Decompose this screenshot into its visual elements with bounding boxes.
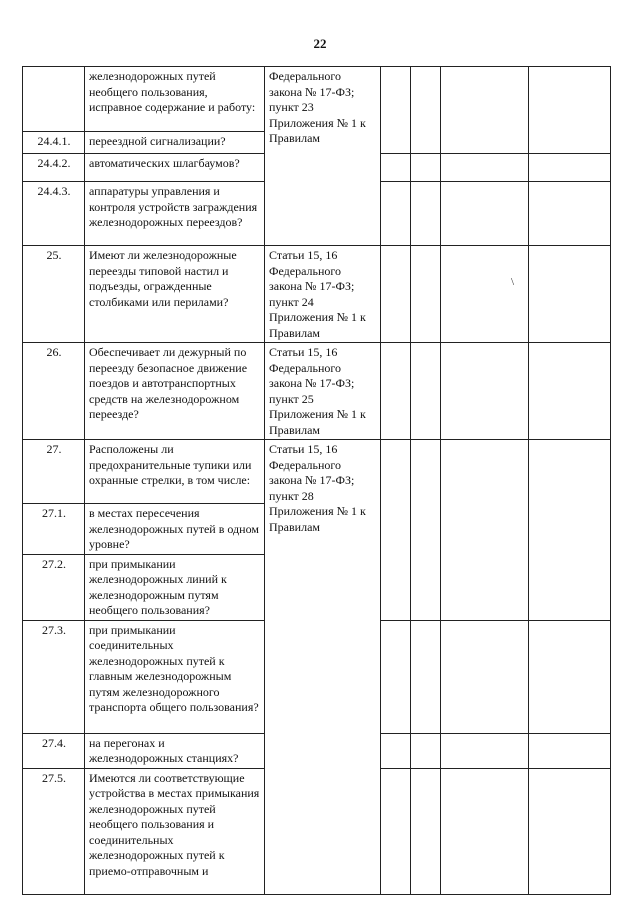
- question-text: на перегонах и железнодорожных станциях?: [85, 733, 265, 768]
- row-number: 27.2.: [23, 554, 85, 620]
- table-row: [23, 67, 611, 132]
- notes-cell: [529, 620, 611, 733]
- answer-no-cell: [411, 67, 441, 154]
- answer-no-cell: [411, 440, 441, 621]
- answer-no-cell: [411, 733, 441, 768]
- answer-na-cell: [441, 154, 529, 182]
- answer-na-cell: [441, 620, 529, 733]
- question-text: Обеспечивает ли дежурный по переезду безопасное движение поездов и автотранспортных средств на железнодорожном переезде?: [85, 343, 265, 440]
- answer-no-cell: [411, 343, 441, 440]
- notes-cell: [529, 733, 611, 768]
- row-number: 25.: [23, 246, 85, 343]
- answer-yes-cell: [381, 182, 411, 246]
- answer-no-cell: [411, 154, 441, 182]
- answer-yes-cell: [381, 246, 411, 343]
- notes-cell: [529, 343, 611, 440]
- question-text: автоматических шлагбаумов?: [85, 154, 265, 182]
- question-text: Расположены ли предохранительные тупики или охранные стрелки, в том числе:: [85, 440, 265, 504]
- question-text: при примыкании соединительных железнодорожных путей к главным железнодорожным путям железнодорожного транспорта общего пользования?: [85, 620, 265, 733]
- answer-na-cell: [441, 343, 529, 440]
- question-text: Имеют ли железнодорожные переезды типовой настил и подъезды, огражденные столбиками или перилами?: [85, 246, 265, 343]
- row-number: 27.: [23, 440, 85, 504]
- notes-cell: [529, 246, 611, 343]
- row-number: [23, 67, 85, 132]
- question-text: в местах пересечения железнодорожных путей в одном уровне?: [85, 504, 265, 555]
- answer-yes-cell: [381, 343, 411, 440]
- question-text: переездной сигнализации?: [85, 132, 265, 154]
- answer-no-cell: [411, 768, 441, 894]
- question-text: при примыкании железнодорожных линий к железнодорожным путям необщего пользования?: [85, 554, 265, 620]
- row-number: 24.4.3.: [23, 182, 85, 246]
- answer-na-cell: [441, 440, 529, 621]
- law-reference: Статьи 15, 16 Федерального закона № 17-ФЗ; пункт 28 Приложения № 1 к Правилам: [265, 440, 381, 895]
- notes-cell: [529, 768, 611, 894]
- answer-na-cell: [441, 182, 529, 246]
- answer-yes-cell: [381, 733, 411, 768]
- row-number: 27.1.: [23, 504, 85, 555]
- question-text: аппаратуры управления и контроля устройств заграждения железнодорожных переездов?: [85, 182, 265, 246]
- row-number: 24.4.2.: [23, 154, 85, 182]
- answer-yes-cell: [381, 440, 411, 621]
- law-reference: Статьи 15, 16 Федерального закона № 17-ФЗ; пункт 25 Приложения № 1 к Правилам: [265, 343, 381, 440]
- row-number: 24.4.1.: [23, 132, 85, 154]
- stray-pen-mark: \: [511, 276, 515, 288]
- checklist-table: [22, 66, 611, 895]
- page-number: 22: [313, 36, 327, 51]
- notes-cell: [529, 182, 611, 246]
- answer-no-cell: [411, 246, 441, 343]
- answer-yes-cell: [381, 154, 411, 182]
- answer-na-cell: [441, 246, 529, 343]
- row-number: 27.5.: [23, 768, 85, 894]
- table-row: [23, 246, 611, 343]
- answer-na-cell: [441, 733, 529, 768]
- notes-cell: [529, 440, 611, 621]
- question-text: Имеются ли соответствующие устройства в местах примыкания железнодорожных путей необщего пользования и соединительных железнодорожных путей к приемо-отправочным и: [85, 768, 265, 894]
- row-number: 27.3.: [23, 620, 85, 733]
- notes-cell: [529, 154, 611, 182]
- answer-na-cell: [441, 768, 529, 894]
- table-row: [23, 343, 611, 440]
- row-number: 27.4.: [23, 733, 85, 768]
- row-number: 26.: [23, 343, 85, 440]
- table-row: [23, 440, 611, 504]
- answer-yes-cell: [381, 67, 411, 154]
- answer-no-cell: [411, 182, 441, 246]
- question-text: железнодорожных путей необщего пользования, исправное содержание и работу:: [85, 67, 265, 132]
- notes-cell: [529, 67, 611, 154]
- answer-yes-cell: [381, 620, 411, 733]
- answer-no-cell: [411, 620, 441, 733]
- answer-yes-cell: [381, 768, 411, 894]
- law-reference: Статьи 15, 16 Федерального закона № 17-ФЗ; пункт 24 Приложения № 1 к Правилам: [265, 246, 381, 343]
- answer-na-cell: [441, 67, 529, 154]
- law-reference: Федерального закона № 17-ФЗ; пункт 23 Приложения № 1 к Правилам: [265, 67, 381, 246]
